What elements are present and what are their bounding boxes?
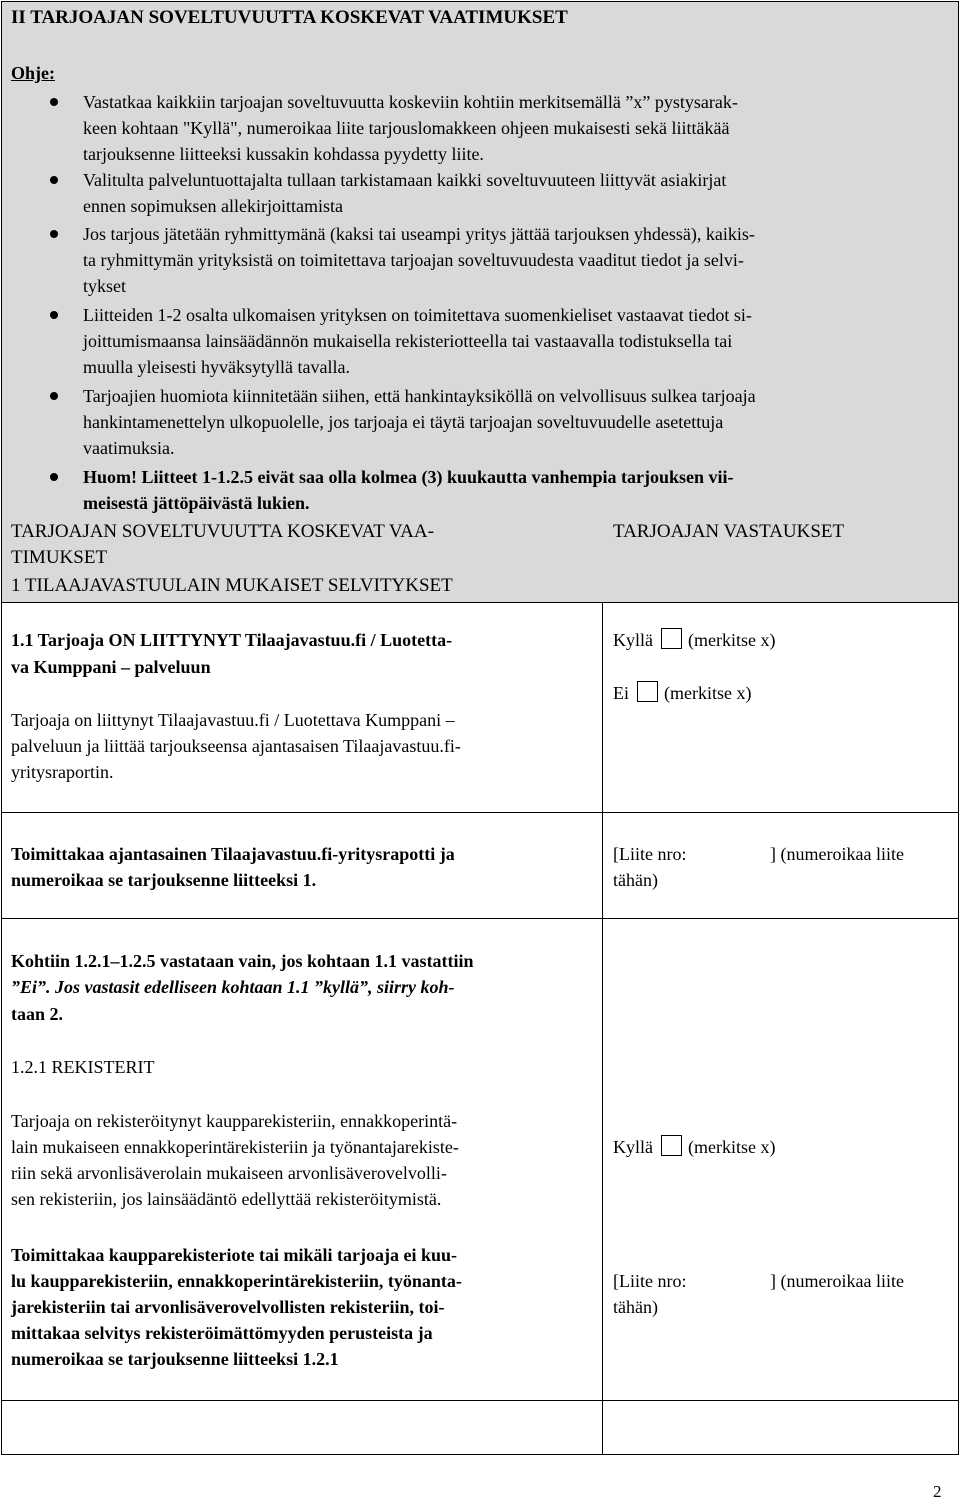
- no-checkbox[interactable]: [637, 681, 658, 702]
- yes-checkbox[interactable]: [661, 1135, 682, 1156]
- no-label: Ei: [613, 683, 629, 703]
- table-right-border: [958, 1, 959, 1455]
- instruction-4-line-2: joittumismaansa lainsäädännön mukaisella rekisteriotteella tai vastaavalla todistuksella tai: [83, 331, 733, 351]
- row-1-1-title-line-1: 1.1 Tarjoaja ON LIITTYNYT Tilaajavastuu.fi / Luotetta-: [11, 630, 453, 650]
- page-number: 2: [933, 1482, 942, 1501]
- row-1-2-1-deliver-line-4: mittakaa selvitys rekisteröimättömyyden perusteista ja: [11, 1323, 433, 1343]
- instruction-6-line-1: Huom! Liitteet 1-1.2.5 eivät saa olla kolmea (3) kuukautta vanhempia tarjouksen vii-: [83, 467, 734, 487]
- row-1-1-yes-option: [613, 627, 775, 653]
- bullet-1: [50, 98, 58, 106]
- row-1-2-1-yes-option: [613, 1134, 775, 1160]
- instruction-2-line-2: ennen sopimuksen allekirjoittamista: [83, 196, 343, 216]
- row-1-2-1-body-line-3: riin sekä arvonlisäverolain mukaiseen arvonlisäverovelvolli-: [11, 1163, 447, 1183]
- yes-checkbox[interactable]: [661, 628, 682, 649]
- instruction-1-line-2: keen kohtaan "Kyllä", numeroikaa liite tarjouslomakkeen ohjeen mukaisesti sekä liittäkää: [83, 118, 730, 138]
- row-divider-header: [1, 602, 959, 603]
- header-right: TARJOAJAN VASTAUKSET: [613, 521, 845, 542]
- row-1-2-1-body-line-1: Tarjoaja on rekisteröitynyt kaupparekisteriin, ennakkoperintä-: [11, 1111, 458, 1131]
- attach-1-label: [Liite nro:: [613, 844, 687, 864]
- yes-hint: (merkitse x): [688, 1137, 776, 1157]
- bullet-3: [50, 230, 58, 238]
- row-1-1-body-line-1: Tarjoaja on liittynyt Tilaajavastuu.fi / Luotettava Kumppani –: [11, 710, 455, 730]
- attach-1-text-line-2: numeroikaa se tarjouksenne liitteeksi 1.: [11, 870, 317, 890]
- row-1-2-1-body-line-2: lain mukaiseen ennakkoperintärekisteriin ja työnantajarekiste-: [11, 1137, 459, 1157]
- row-1-2-note-line-3: taan 2.: [11, 1004, 64, 1024]
- header-left-line-2: TIMUKSET: [11, 547, 108, 568]
- attach-1-text-line-1: Toimittakaa ajantasainen Tilaajavastuu.fi-yritysrapotti ja: [11, 844, 455, 864]
- instruction-4-line-1: Liitteiden 1-2 osalta ulkomaisen yrityksen on toimitettava suomenkieliset vastaavat tiedot si-: [83, 305, 752, 325]
- attach-1-number-field[interactable]: [710, 841, 768, 865]
- yes-label: Kyllä: [613, 630, 653, 650]
- ohje-label: Ohje:: [11, 63, 55, 83]
- row-1-2-note-line-2: ”Ei”. Jos vastasit edelliseen kohtaan 1.1 ”kyllä”, siirry koh-: [11, 977, 455, 997]
- attach-1-2-1-number-field[interactable]: [710, 1268, 768, 1292]
- section-title: II TARJOAJAN SOVELTUVUUTTA KOSKEVAT VAATIMUKSET: [11, 7, 568, 28]
- header-left-line-1: TARJOAJAN SOVELTUVUUTTA KOSKEVAT VAA-: [11, 521, 434, 542]
- no-hint: (merkitse x): [664, 683, 752, 703]
- bullet-2: [50, 176, 58, 184]
- instruction-3-line-3: tykset: [83, 276, 126, 296]
- instruction-5-line-2: hankintamenettelyn ulkopuolelle, jos tarjoaja ei täytä tarjoajan soveltuvuudelle asetettuja: [83, 412, 724, 432]
- row-1-2-1-deliver-line-3: jarekisteriin tai arvonlisäverovelvollisten rekisteriin, toi-: [11, 1297, 445, 1317]
- row-1-1-body-line-3: yritysraportin.: [11, 762, 114, 782]
- bullet-4: [50, 311, 58, 319]
- bullet-5: [50, 392, 58, 400]
- row-1-2-1-subtitle: 1.2.1 REKISTERIT: [11, 1057, 155, 1077]
- row-1-2-1-deliver-line-1: Toimittakaa kaupparekisteriote tai mikäli tarjoaja ei kuu-: [11, 1245, 458, 1265]
- instruction-6-line-2: meisestä jättöpäivästä lukien.: [83, 493, 310, 513]
- attach-1-2-1-suffix: ] (numeroikaa liite: [770, 1271, 904, 1291]
- table-bottom-border: [1, 1454, 959, 1455]
- row-1-2-1-body-line-4: sen rekisteriin, jos lainsäädäntö edellyttää rekisteröitymistä.: [11, 1189, 442, 1209]
- table-column-divider: [602, 602, 603, 1455]
- row-divider-1: [1, 812, 959, 813]
- instruction-2-line-1: Valitulta palveluntuottajalta tullaan tarkistamaan kaikki soveltuvuuteen liittyvät asiakirjat: [83, 170, 727, 190]
- row-divider-3: [1, 1400, 959, 1401]
- instruction-5-line-1: Tarjoajien huomiota kiinnitetään siihen, että hankintayksiköllä on velvollisuus sulkea tarjoaja: [83, 386, 756, 406]
- row-1-2-1-deliver-line-5: numeroikaa se tarjouksenne liitteeksi 1.2.1: [11, 1349, 339, 1369]
- table-left-border: [1, 1, 2, 1455]
- header-left-line-3: 1 TILAAJAVASTUULAIN MUKAISET SELVITYKSET: [11, 575, 453, 596]
- bullet-6: [50, 473, 58, 481]
- attach-1-2-1-line-2: tähän): [613, 1297, 658, 1317]
- attach-1-2-1-label: [Liite nro:: [613, 1271, 687, 1291]
- row-1-1-no-option: [613, 680, 751, 706]
- row-1-2-1-deliver-line-2: lu kaupparekisteriin, ennakkoperintärekisteriin, työnanta-: [11, 1271, 462, 1291]
- row-divider-2: [1, 918, 959, 919]
- row-1-1-title-line-2: va Kumppani – palveluun: [11, 657, 211, 677]
- row-1-1-body-line-2: palveluun ja liittää tarjoukseensa ajantasaisen Tilaajavastuu.fi-: [11, 736, 461, 756]
- instruction-3-line-1: Jos tarjous jätetään ryhmittymänä (kaksi tai useampi yritys jättää tarjouksen yhdessä), kaikis-: [83, 224, 755, 244]
- attach-1-suffix: ] (numeroikaa liite: [770, 844, 904, 864]
- attach-1-line-2: tähän): [613, 870, 658, 890]
- yes-hint: (merkitse x): [688, 630, 776, 650]
- instruction-5-line-3: vaatimuksia.: [83, 438, 175, 458]
- yes-label: Kyllä: [613, 1137, 653, 1157]
- instruction-1-line-3: tarjouksenne liitteeksi kussakin kohdassa pyydetty liite.: [83, 144, 484, 164]
- row-1-2-note-line-1: Kohtiin 1.2.1–1.2.5 vastataan vain, jos kohtaan 1.1 vastattiin: [11, 951, 474, 971]
- instruction-4-line-3: muulla yleisesti hyväksytyllä tavalla.: [83, 357, 350, 377]
- instruction-1-line-1: Vastatkaa kaikkiin tarjoajan soveltuvuutta koskeviin kohtiin merkitsemällä ”x” pystysarak-: [83, 92, 738, 112]
- instruction-3-line-2: ta ryhmittymän yrityksistä on toimitettava tarjoajan soveltuvuudesta vaaditut tiedot ja selvi-: [83, 250, 744, 270]
